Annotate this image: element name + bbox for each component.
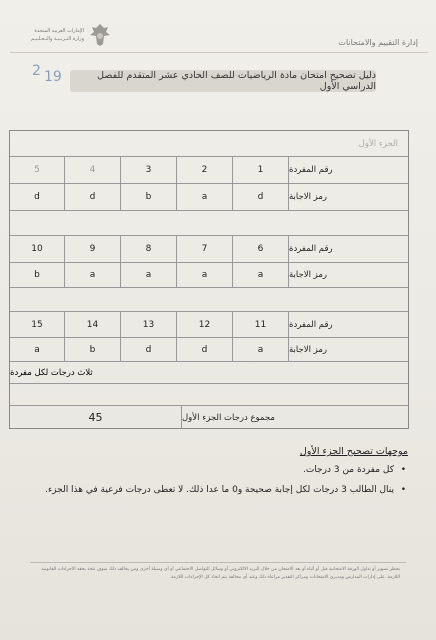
table-cell: 13 (120, 311, 176, 337)
table-cell: a (176, 183, 232, 210)
table-cell: 7 (176, 235, 232, 262)
spacer-row (10, 210, 408, 235)
score-note: ثلاث درجات لكل مفردة (10, 361, 408, 383)
table-cell: b (64, 337, 120, 361)
table-cell: b (120, 183, 176, 210)
table-cell: 15 (10, 311, 64, 337)
list-item: • كل مفردة من 3 درجات. (38, 465, 394, 475)
total-label: مجموع درجات الجزء الأول (181, 405, 408, 429)
table-cell: 4 (64, 156, 120, 183)
guidance-title: موجهات تصحيح الجزء الأول (299, 446, 408, 457)
svg-text:19: 19 (44, 69, 62, 85)
marking-guidance (38, 446, 408, 505)
table-cell: d (10, 183, 64, 210)
table-cell: d (232, 183, 288, 210)
footnote: يحظر تصوير أو تداول الورقة الامتحانية قبل أو أثناء أو بعد الامتحان من خلال البريد الالكتروني أو وسائل التواصل الاجتماعي أو أي وسيلة أخرى ومن يخالف ذلك سوف تتخذ بحقه الاجراءات القانونية اللازمة. على إدارات المدارس ومديري الامتحانات ومراكز التقدير مراعاة ذلك وعند أي مخالفة يتم اتخاذ كل الإجراءات اللازمة. (41, 567, 400, 580)
table-cell: a (10, 337, 64, 361)
total-score: 45 (10, 405, 181, 429)
table-cell: 2 (176, 156, 232, 183)
ministry-name: الإمارات العربية المتحدة (34, 28, 84, 34)
table-cell: d (176, 337, 232, 361)
total-row (10, 405, 408, 429)
table-cell: 11 (232, 311, 288, 337)
table-cell: b (10, 262, 64, 287)
department-name: إدارة التقييم والامتحانات (338, 38, 418, 47)
table-cell: a (232, 262, 288, 287)
table-row (10, 337, 408, 361)
table-row (10, 235, 408, 262)
table-cell: d (64, 183, 120, 210)
spacer-row (10, 287, 408, 311)
falcon-emblem-icon (88, 22, 112, 48)
table-cell: 14 (64, 311, 120, 337)
question-number-label: رقم المفردة (288, 235, 408, 262)
table-cell: 5 (10, 156, 64, 183)
document-title: دليل تصحيح امتحان مادة الرياضيات للصف الحادي عشر المتقدم للفصل الدراسي الأول (70, 70, 376, 92)
year-logo-icon (30, 57, 70, 85)
table-cell: a (176, 262, 232, 287)
question-number-label: رقم المفردة (288, 156, 408, 183)
answer-code-label: رمز الاجابة (288, 337, 408, 361)
table-cell: 8 (120, 235, 176, 262)
answer-code-label: رمز الاجابة (288, 183, 408, 210)
footer-divider (30, 562, 406, 563)
page-header (0, 0, 436, 60)
table-row (10, 311, 408, 337)
question-number-label: رقم المفردة (288, 311, 408, 337)
table-cell: 6 (232, 235, 288, 262)
table-cell: 10 (10, 235, 64, 262)
ministry-block (14, 22, 112, 48)
header-divider (10, 52, 428, 53)
table-cell: 3 (120, 156, 176, 183)
list-item: • ينال الطالب 3 درجات لكل إجابة صحيحة و0 ما عدا ذلك. لا تعطى درجات فرعية في هذا الجزء. (38, 485, 394, 495)
answer-key-table (9, 130, 409, 429)
table-cell: a (232, 337, 288, 361)
table-cell: 12 (176, 311, 232, 337)
part-label: الجزء الأول (358, 139, 398, 149)
table-cell: 9 (64, 235, 120, 262)
guidance-list (38, 465, 408, 495)
table-row (10, 262, 408, 287)
table-cell: a (120, 262, 176, 287)
spacer-row (10, 383, 408, 405)
table-row (10, 183, 408, 210)
svg-text:2: 2 (32, 63, 41, 79)
table-cell: a (64, 262, 120, 287)
table-cell: d (120, 337, 176, 361)
ministry-subname: وزارة التـربـيـة والتـعـلـيـم (30, 36, 84, 42)
answer-code-label: رمز الاجابة (288, 262, 408, 287)
table-cell: 1 (232, 156, 288, 183)
table-row (10, 156, 408, 183)
